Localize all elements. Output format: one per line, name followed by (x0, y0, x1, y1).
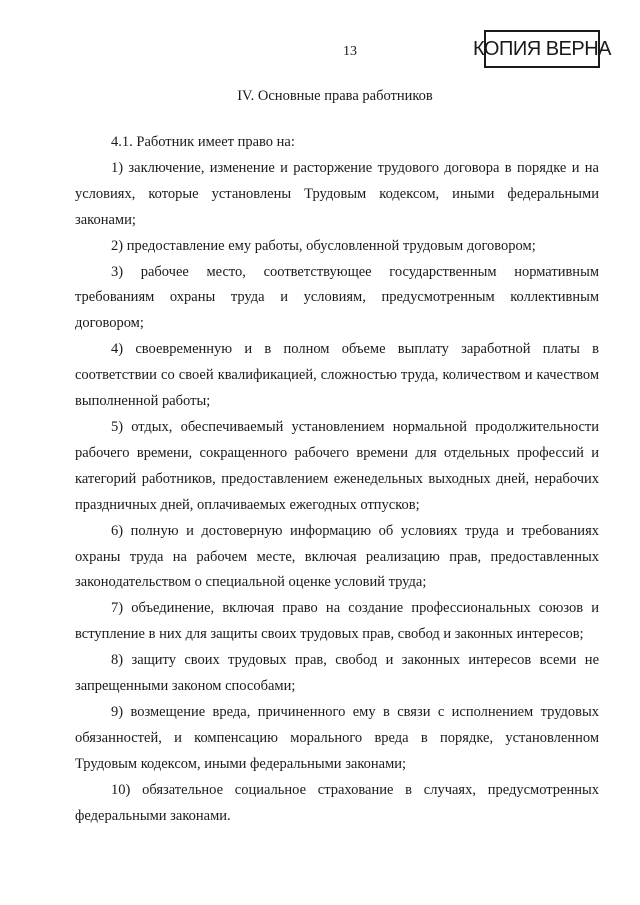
intro-paragraph: 4.1. Работник имеет право на: (111, 134, 295, 150)
document-body (75, 130, 599, 829)
copy-certified-stamp: КОПИЯ ВЕРНА (484, 30, 600, 68)
page-number: 13 (343, 44, 357, 59)
list-item: 6) полную и достоверную информацию об условиях труда и требованиях охраны труда на рабочем месте, включая реализацию прав, предоставленных законодательством о специальной оценке условий труда; (75, 522, 599, 591)
list-item: 2) предоставление ему работы, обусловленной трудовым договором; (111, 237, 536, 254)
list-item: 8) защиту своих трудовых прав, свобод и законных интересов всеми не запрещенными законом способами; (75, 652, 599, 695)
list-item: 4) своевременную и в полном объеме выплату заработной платы в соответствии со своей квалификацией, сложностью труда, количеством и качеством выполненной работы; (75, 341, 599, 410)
list-item: 5) отдых, обеспечиваемый установлением нормальной продолжительности рабочего времени, сокращенного рабочего времени для отдельных профессий и категорий работников, предоставлением еженедельных выходных дней, нерабочих праздничных дней, оплачиваемых ежегодных отпусков; (75, 418, 599, 513)
list-item: 1) заключение, изменение и расторжение трудового договора в порядке и на условиях, которые установлены Трудовым кодексом, иными федеральными законами; (75, 159, 599, 228)
list-item: 9) возмещение вреда, причиненного ему в связи с исполнением трудовых обязанностей, и компенсацию морального вреда в порядке, установленном Трудовым кодексом, иными федеральными законами; (75, 703, 599, 772)
list-item: 10) обязательное социальное страхование в случаях, предусмотренных федеральными законами. (75, 781, 599, 824)
list-item: 7) объединение, включая право на создание профессиональных союзов и вступление в них для защиты своих трудовых прав, свобод и законных интересов; (75, 600, 599, 643)
section-title: IV. Основные права работников (237, 88, 433, 104)
list-item: 3) рабочее место, соответствующее государственным нормативным требованиям охраны труда и условиям, предусмотренным коллективным договором; (75, 263, 599, 332)
